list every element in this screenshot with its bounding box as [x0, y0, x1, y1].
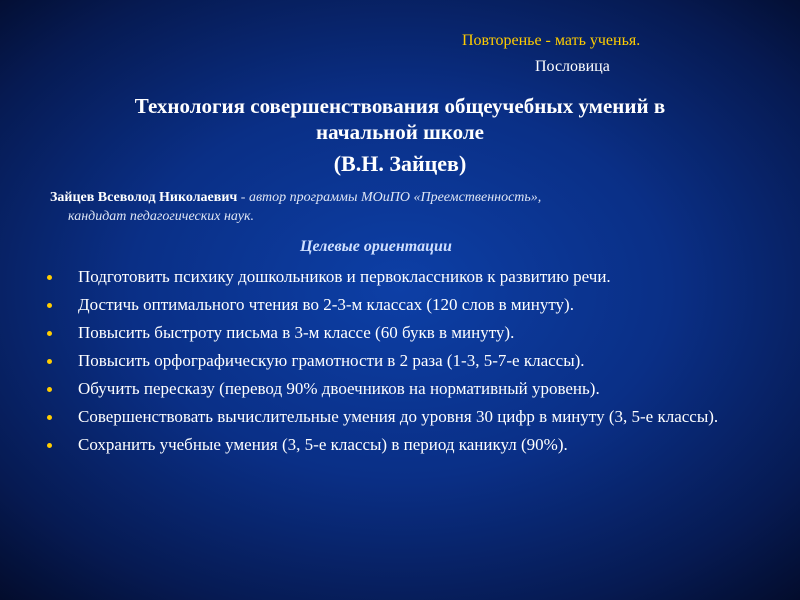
list-item	[0, 404, 800, 429]
bullet-icon	[47, 387, 52, 392]
bullet-icon	[47, 359, 52, 364]
goal-text: Совершенствовать вычислительные умения до уровня 30 цифр в минуту (3, 5-е классы).	[78, 407, 719, 426]
slide-title-author: (В.Н. Зайцев)	[333, 151, 467, 176]
list-item	[0, 320, 800, 345]
list-item	[0, 348, 800, 373]
goal-text: Повысить орфографическую грамотности в 2 раза (1-3, 5-7-е классы).	[78, 351, 585, 370]
list-item	[0, 432, 800, 457]
author-name: Зайцев Всеволод Николаевич	[50, 190, 238, 205]
epigraph-source: Пословица	[535, 58, 610, 75]
goal-text: Достичь оптимального чтения во 2-3-м классах (120 слов в минуту).	[78, 295, 574, 314]
section-heading: Целевые ориентации	[300, 238, 452, 255]
goal-text: Повысить быстроту письма в 3-м классе (60 букв в минуту).	[78, 323, 515, 342]
bullet-icon	[47, 331, 52, 336]
author-degree: кандидат педагогических наук.	[68, 209, 254, 224]
goal-text: Обучить пересказу (перевод 90% двоечников на нормативный уровень).	[78, 379, 600, 398]
list-item	[0, 264, 800, 289]
bullet-icon	[47, 303, 52, 308]
list-item	[0, 376, 800, 401]
slide-title-line-1: Технология совершенствования общеучебных умений в	[134, 94, 666, 118]
slide-title-line-2: начальной школе	[316, 120, 484, 144]
epigraph-quote: Повторенье - мать ученья.	[462, 32, 641, 49]
bullet-icon	[47, 275, 52, 280]
bullet-icon	[47, 415, 52, 420]
author-line-1	[50, 188, 740, 207]
author-block	[50, 188, 740, 226]
goal-text: Подготовить психику дошкольников и первоклассников к развитию речи.	[78, 267, 611, 286]
bullet-icon	[47, 443, 52, 448]
author-description: - автор программы МОиПО «Преемственность»,	[237, 190, 542, 205]
list-item	[0, 292, 800, 317]
goal-text: Сохранить учебные умения (3, 5-е классы) в период каникул (90%).	[78, 435, 568, 454]
goal-list	[0, 264, 800, 460]
